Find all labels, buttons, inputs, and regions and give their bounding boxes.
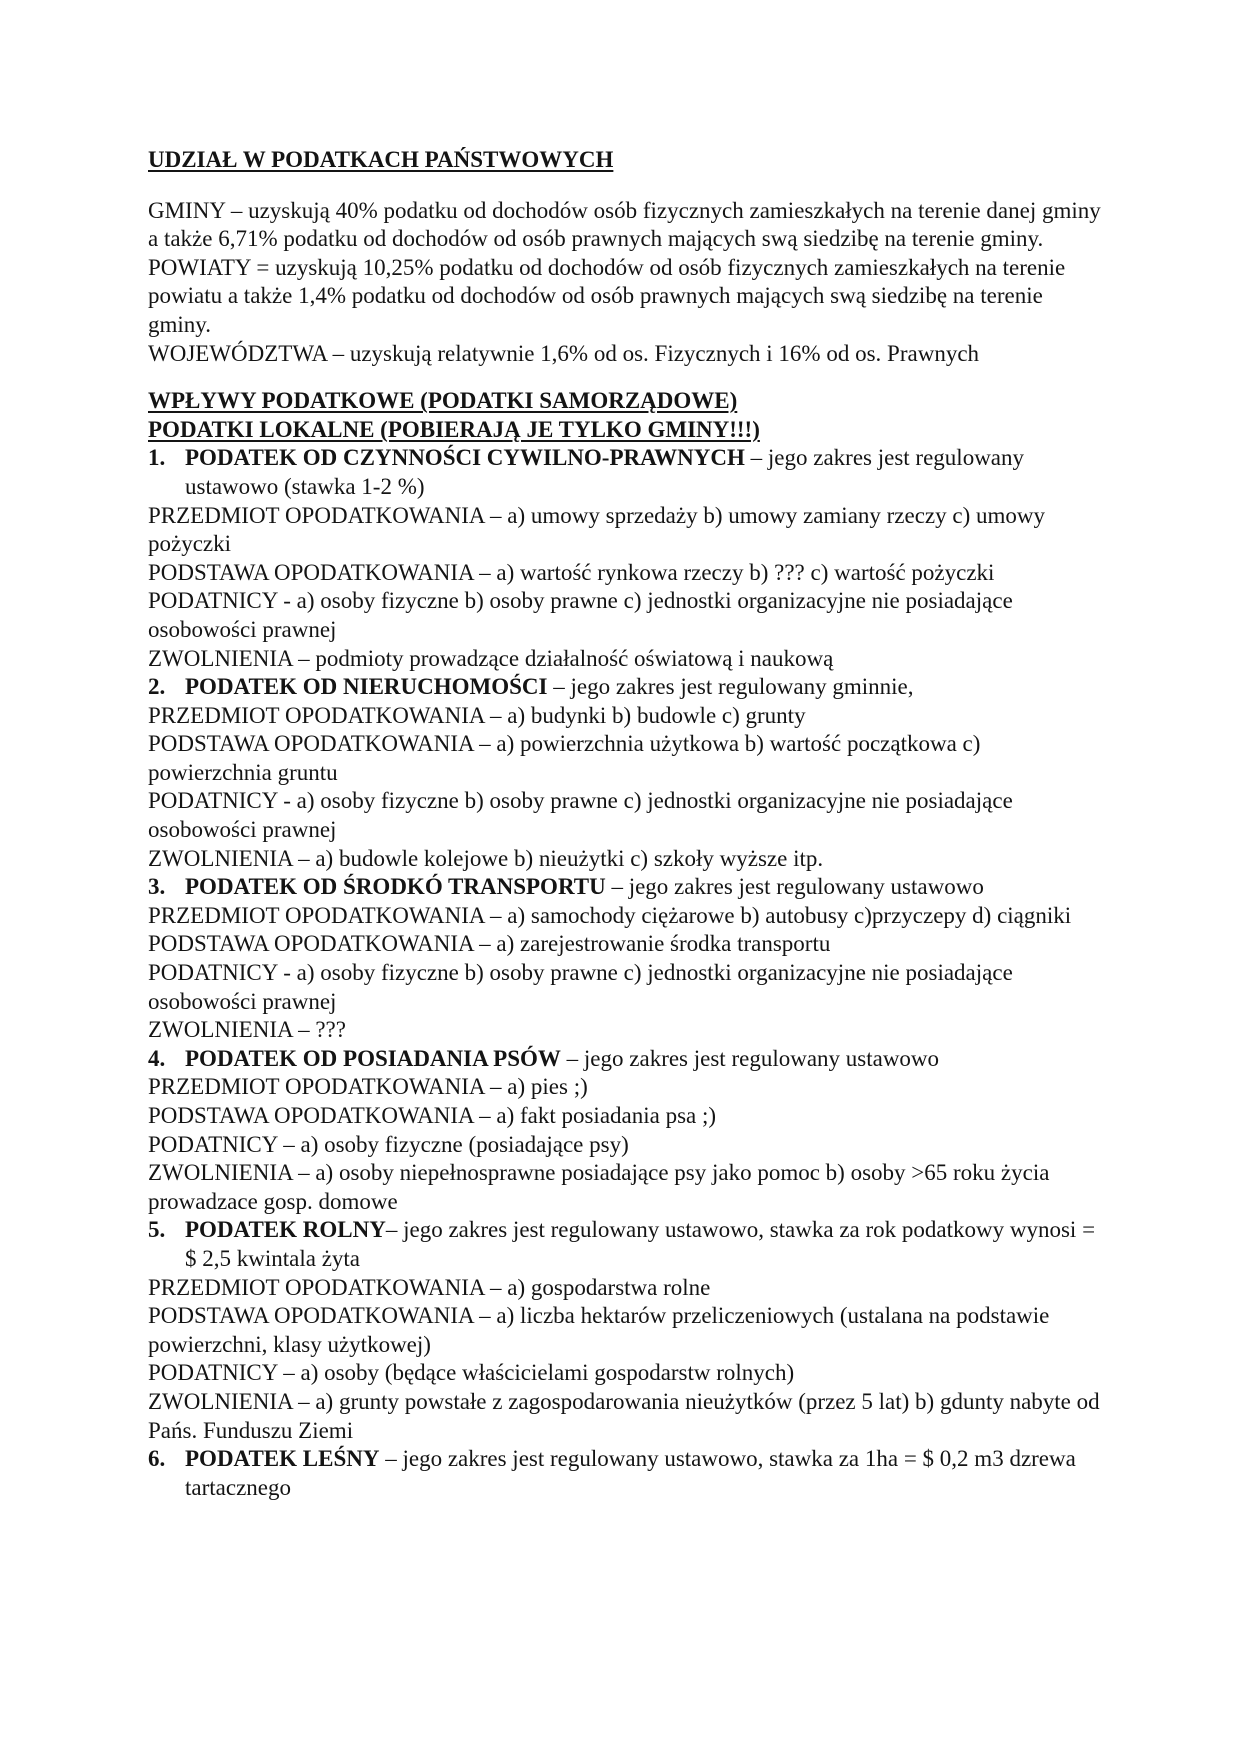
tax-item-title: PODATEK OD POSIADANIA PSÓW (185, 1045, 561, 1071)
tax-item-header (148, 444, 1108, 501)
tax-item-number: 3. (148, 874, 166, 900)
tax-item-number: 1. (148, 445, 166, 471)
tax-item-description: – jego zakres jest regulowany ustawowo, stawka za 1ha = $ 0,2 m3 dzrewa tartacznego (185, 1446, 1076, 1500)
tax-item-title: PODATEK OD NIERUCHOMOŚCI (185, 674, 548, 700)
tax-detail-line: ZWOLNIENIA – a) osoby niepełnosprawne posiadające psy jako pomoc b) osoby >65 roku życia prowadzace gosp. domowe (148, 1160, 1050, 1214)
tax-item-number: 6. (148, 1446, 166, 1472)
tax-item-title: PODATEK LEŚNY (185, 1446, 380, 1472)
tax-item-header (148, 1045, 1108, 1074)
tax-detail-line: ZWOLNIENIA – a) budowle kolejowe b) nieużytki c) szkoły wyższe itp. (148, 845, 824, 871)
tax-detail-line: PODSTAWA OPODATKOWANIA – a) wartość rynkowa rzeczy b) ??? c) wartość pożyczki (148, 559, 995, 585)
section-heading-tax-revenue: WPŁYWY PODATKOWE (PODATKI SAMORZĄDOWE) (148, 388, 738, 414)
paragraph-powiaty: POWIATY = uzyskują 10,25% podatku od dochodów od osób fizycznych zamieszkałych na terenie powiatu a także 1,4% podatku od dochodów od osób prawnych mających swą siedzibę na terenie gminy. (148, 254, 1066, 337)
tax-detail-line: PODSTAWA OPODATKOWANIA – a) powierzchnia użytkowa b) wartość początkowa c) powierzchnia gruntu (148, 731, 981, 785)
document-page (148, 146, 1108, 1502)
tax-item-description: – jego zakres jest regulowany ustawowo (605, 874, 984, 900)
tax-detail-line: PODATNICY – a) osoby fizyczne (posiadające psy) (148, 1131, 629, 1157)
tax-detail-line: PODATNICY – a) osoby (będące właścicielami gospodarstw rolnych) (148, 1360, 795, 1386)
paragraph-wojewodztwa: WOJEWÓDZTWA – uzyskują relatywnie 1,6% od os. Fizycznych i 16% od os. Prawnych (148, 340, 980, 366)
tax-item-number: 2. (148, 674, 166, 700)
tax-detail-line: PRZEDMIOT OPODATKOWANIA – a) gospodarstwa rolne (148, 1274, 711, 1300)
tax-detail-line: PRZEDMIOT OPODATKOWANIA – a) samochody ciężarowe b) autobusy c)przyczepy d) ciągniki (148, 902, 1072, 928)
tax-item-number: 5. (148, 1217, 166, 1243)
tax-item-number: 4. (148, 1045, 166, 1071)
tax-detail-line: PODATNICY - a) osoby fizyczne b) osoby prawne c) jednostki organizacyjne nie posiadające osobowości prawnej (148, 960, 1013, 1014)
tax-item-description: – jego zakres jest regulowany ustawowo (560, 1045, 940, 1071)
tax-detail-line: PODSTAWA OPODATKOWANIA – a) fakt posiadania psa ;) (148, 1103, 717, 1128)
paragraph-gminy: GMINY – uzyskują 40% podatku od dochodów osób fizycznych zamieszkałych na terenie danej gminy a także 6,71% podatku od dochodów od osób prawnych mających swą siedzibę na terenie gminy. (148, 197, 1101, 252)
section-heading-local-taxes: PODATKI LOKALNE (POBIERAJĄ JE TYLKO GMINY!!!) (148, 416, 760, 442)
tax-item-title: PODATEK ROLNY (185, 1217, 386, 1243)
tax-item-header (148, 873, 1108, 902)
tax-detail-line: PODSTAWA OPODATKOWANIA – a) zarejestrowanie środka transportu (148, 931, 831, 957)
tax-detail-line: ZWOLNIENIA – ??? (148, 1017, 346, 1043)
tax-item-description: – jego zakres jest regulowany gminnie, (547, 674, 914, 700)
section-heading-state-taxes: UDZIAŁ W PODATKACH PAŃSTWOWYCH (148, 147, 614, 172)
tax-item-description: – jego zakres jest regulowany ustawowo (stawka 1-2 %) (185, 445, 1025, 499)
tax-detail-line: PODSTAWA OPODATKOWANIA – a) liczba hektarów przeliczeniowych (ustalana na podstawie powierzchni, klasy użytkowej) (148, 1303, 1050, 1357)
tax-detail-line: ZWOLNIENIA – podmioty prowadzące działalność oświatową i naukową (148, 645, 834, 671)
tax-item-title: PODATEK OD ŚRODKÓ TRANSPORTU (185, 874, 606, 900)
tax-detail-line: PRZEDMIOT OPODATKOWANIA – a) pies ;) (148, 1074, 588, 1100)
tax-item-header (148, 1216, 1108, 1273)
tax-detail-line: ZWOLNIENIA – a) grunty powstałe z zagospodarowania nieużytków (przez 5 lat) b) gdunty nabyte od Pańs. Funduszu Ziemi (148, 1388, 1100, 1443)
tax-detail-line: PRZEDMIOT OPODATKOWANIA – a) budynki b) budowle c) grunty (148, 702, 806, 728)
tax-detail-line: PRZEDMIOT OPODATKOWANIA – a) umowy sprzedaży b) umowy zamiany rzeczy c) umowy pożyczki (148, 502, 1046, 557)
tax-item-header (148, 1445, 1108, 1502)
tax-item-title: PODATEK OD CZYNNOŚCI CYWILNO-PRAWNYCH (185, 445, 745, 471)
tax-item-header (148, 673, 1108, 702)
tax-detail-line: PODATNICY - a) osoby fizyczne b) osoby prawne c) jednostki organizacyjne nie posiadające osobowości prawnej (148, 588, 1013, 642)
tax-item-description: – jego zakres jest regulowany ustawowo, stawka za rok podatkowy wynosi = $ 2,5 kwintala żyta (185, 1217, 1096, 1271)
tax-detail-line: PODATNICY - a) osoby fizyczne b) osoby prawne c) jednostki organizacyjne nie posiadające osobowości prawnej (148, 788, 1013, 843)
